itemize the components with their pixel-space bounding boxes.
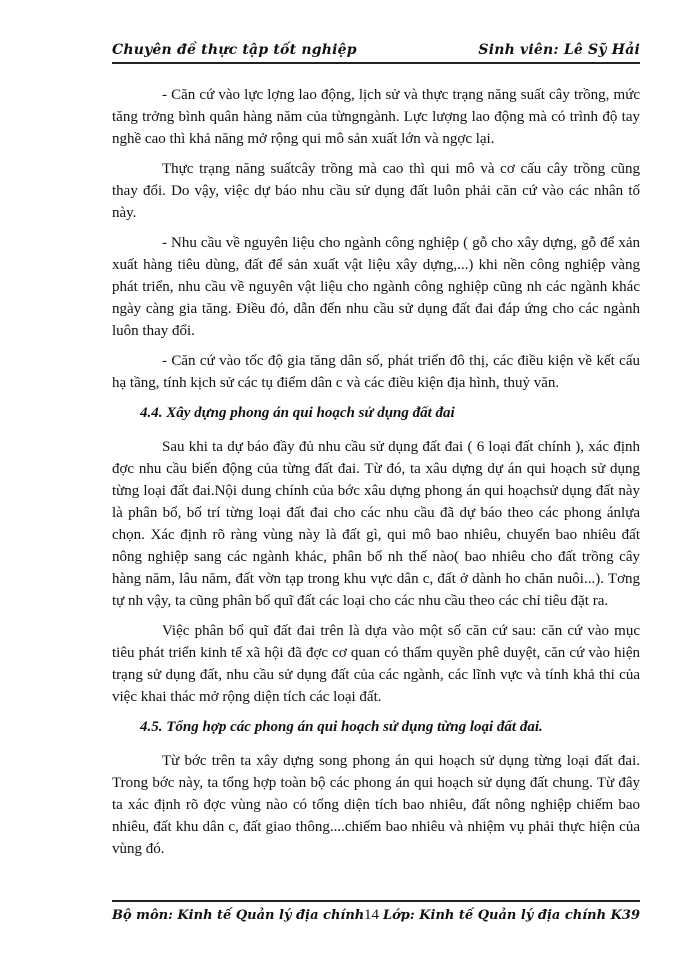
page-header <box>112 40 640 64</box>
paragraph-labor-force: - Căn cứ vào lực lợng lao động, lịch sử và thực trạng năng suất cây trồng, mức tăng trởng bình quân hàng năm của từngngành. Lực lượng lao động mà có trình độ tay nghề cao thì khả năng mở rộng qui mô sản xuất lớn và ngợc lại. <box>112 87 640 147</box>
paragraph-industrial-materials: - Nhu cầu về nguyên liệu cho ngành công nghiệp ( gỗ cho xây dựng, gỗ để xản xuất hàng tiêu dùng, đất để sản xuất vật liệu xây dựng,...) khi nền công nghiệp vàng phát triển, nhu cầu về nguyên vật liệu cho ngành công nghiệp cũng nh các ngành khác ngày càng gia tăng. Điều đó, dẫn đến nhu cầu sử dụng đất đai đáp ứng cho các ngành luôn thay đổi. <box>112 235 640 339</box>
footer-department: Bộ môn: Kinh tế Quản lý địa chính <box>112 908 365 923</box>
page-body <box>112 84 640 868</box>
paragraph-land-allocation-plan: Sau khi ta dự báo đầy đủ nhu cầu sử dụng đất đai ( 6 loại đất chính ), xác định đợc nhu cầu biến động của từng đất đai. Từ đó, ta xâu dựng dự án qui hoạch sử dụng từng loại đất đai.Nội dung chính của bớc xâu dựng phong án qui hoạchsử dụng đất này là phân bổ, bố trí từng loại đất đai cho các nhu cầu đã dự báo theo các phong ánlựa chọn. Xác định rõ ràng vùng này là đất gì, qui mô bao nhiêu, chuyển bao nhiêu đất nông nghiệp sang các ngành khác, phân bổ nh thế nào( bao nhiêu cho đất trồng cây hàng năm, lâu năm, đất vờn tạp trong khu vực dân c, đất ở dành ho chăn nuôi...). Tơng tự nh vậy, ta cũng phân bổ quĩ đất các loại cho các nhu cầu theo các chỉ tiêu đặt ra. <box>112 439 640 609</box>
header-left-title: Chuyên đề thực tập tốt nghiệp <box>112 42 357 58</box>
page-number: 14 <box>364 907 379 923</box>
footer-class: Lớp: Kinh tế Quản lý địa chính K39 <box>383 908 640 923</box>
section-heading-4-4: 4.4. Xây dựng phong án qui hoạch sử dụng đất đai <box>140 405 455 421</box>
paragraph-plan-synthesis: Từ bớc trên ta xây dựng song phong án qui hoạch sử dụng từng loại đất đai. Trong bớc này, ta tổng hợp toàn bộ các phong án qui hoạch sử dụng đất chung. Từ đây ta xác định rõ đợc vùng nào có tổng diện tích bao nhiêu, đất nông nghiệp chiếm bao nhiêu, đất khu dân c, đất giao thông....chiếm bao nhiêu và nhiệm vụ phải thực hiện của vùng đó. <box>112 753 640 857</box>
paragraph-population-growth: - Căn cứ vào tốc độ gia tăng dân số, phát triển đô thị, các điều kiện về kết cấu hạ tầng, tính kịch sử các tụ điểm dân c và các điều kiện địa hình, thuỷ văn. <box>112 353 640 391</box>
paragraph-crop-productivity: Thực trạng năng suấtcây trồng mà cao thì qui mô và cơ cấu cây trồng cũng thay đổi. Do vậy, việc dự báo nhu cầu sử dụng đất luôn phải căn cứ vào các nhân tố này. <box>112 161 640 221</box>
paragraph-allocation-basis: Việc phân bổ quĩ đất đai trên là dựa vào một số căn cứ sau: căn cứ vào mục tiêu phát triển kinh tế xã hội đã đợc cơ quan có thẩm quyền phê duyệt, căn cứ vào hiện trạng sử dụng đất, nhu cầu sử dụng đất của các ngành, các lĩnh vực và tính khả thi của việc khai thác mở rộng diện tích các loại đất. <box>112 623 640 705</box>
header-student-name: Sinh viên: Lê Sỹ Hải <box>478 42 640 58</box>
section-heading-4-5: 4.5. Tổng hợp các phong án qui hoạch sử dụng từng loại đất đai. <box>140 719 543 735</box>
page-footer <box>112 900 640 926</box>
